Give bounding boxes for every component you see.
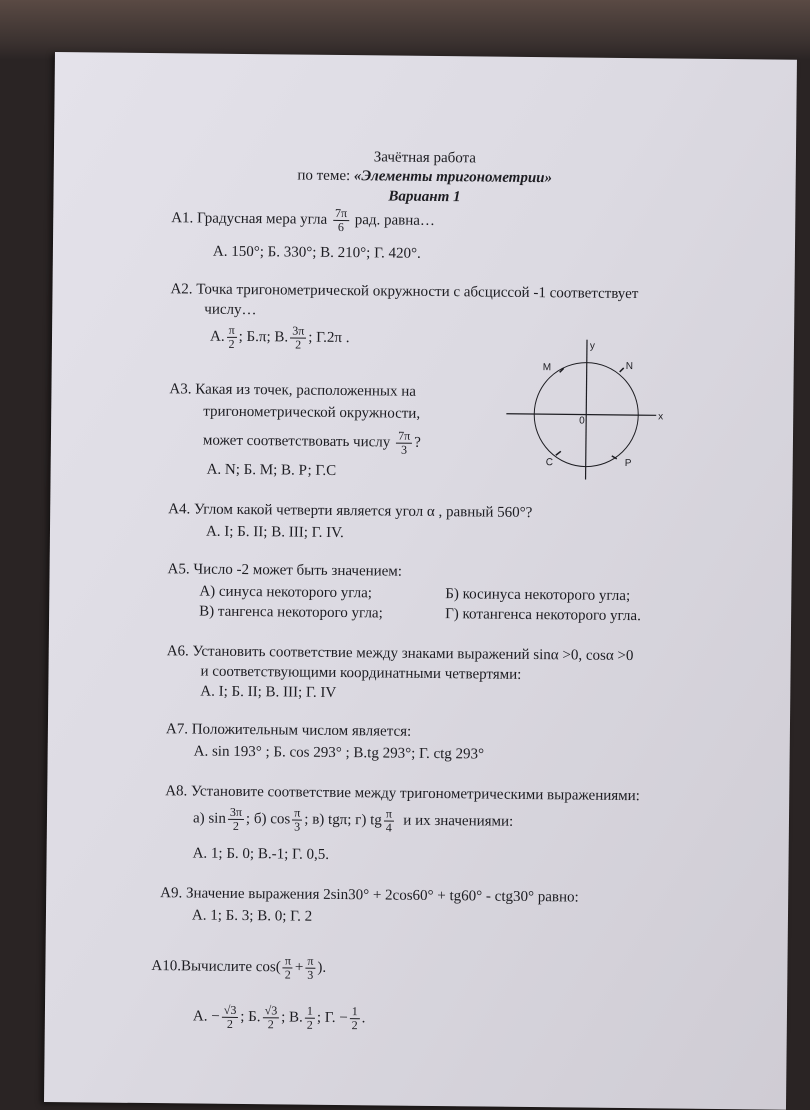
topic-prefix: по теме: bbox=[297, 167, 355, 185]
q10-plus: + bbox=[294, 959, 304, 976]
question-a5: А5. Число -2 может быть значением: bbox=[167, 561, 403, 580]
question-a6-line2: и соответствующими координатными четвертями: bbox=[200, 663, 522, 683]
q10-frac-c bbox=[305, 1005, 315, 1032]
q10-frac-1-den: 2 bbox=[284, 967, 291, 982]
q8-a: а) sin bbox=[192, 810, 226, 827]
q8-tail: и их значениями: bbox=[403, 812, 514, 830]
q1-label: А1. Градусная мера угла bbox=[171, 210, 328, 228]
q10-frac-b bbox=[262, 1004, 279, 1031]
q1-num: 7π bbox=[333, 207, 349, 221]
q2-opt-b: ; Б.π; В. bbox=[238, 328, 289, 346]
q10-close: ). bbox=[317, 959, 327, 976]
topic-name: «Элементы тригонометрии» bbox=[353, 168, 553, 187]
q10-frac-d-den: 2 bbox=[351, 1018, 358, 1033]
q1-suffix: рад. равна… bbox=[354, 212, 436, 229]
q2-opt-a: А. bbox=[209, 328, 225, 345]
q5-option-d: Г) котангенса некоторого угла. bbox=[445, 606, 641, 625]
q10-frac-2-num: π bbox=[305, 955, 315, 969]
q10-frac-b-num: √3 bbox=[263, 1004, 280, 1018]
q10-frac-b-den: 2 bbox=[267, 1017, 274, 1032]
point-p-label: P bbox=[624, 457, 632, 470]
q3-den: 3 bbox=[400, 442, 408, 457]
question-a3-line1: А3. Какая из точек, расположенных на bbox=[169, 381, 417, 400]
question-a3-line2: тригонометрической окружности, bbox=[203, 403, 421, 422]
question-a4: А4. Углом какой четверти является угол α , равный 560°? bbox=[168, 501, 533, 522]
q8-frac-d-num: π bbox=[384, 807, 394, 821]
question-a1 bbox=[171, 205, 435, 235]
q10-frac-a-num: √3 bbox=[222, 1004, 239, 1018]
q4-options: А. I; Б. II; В. III; Г. IV. bbox=[205, 523, 344, 542]
q10-c: ; В. bbox=[281, 1009, 303, 1026]
q10-a: А. − bbox=[192, 1008, 220, 1025]
q10-frac-d-num: 1 bbox=[350, 1005, 360, 1019]
q7-options: А. sin 193° ; Б. cos 293° ; В.tg 293°; Г. ctg 293° bbox=[193, 743, 485, 763]
q8-frac-a bbox=[228, 806, 244, 833]
q10-frac-1 bbox=[283, 954, 293, 981]
q5-option-c: В) тангенса некоторого угла; bbox=[199, 603, 383, 622]
point-n-mark bbox=[620, 368, 624, 372]
y-axis-label: y bbox=[589, 340, 596, 352]
q10-frac-1-num: π bbox=[283, 954, 293, 968]
q8-frac-b-num: π bbox=[292, 807, 302, 821]
test-document bbox=[44, 52, 797, 1110]
origin-label: 0 bbox=[579, 415, 585, 427]
q3-line3-text: может соответствовать числу bbox=[202, 432, 391, 451]
q2-frac-a-num: π bbox=[227, 324, 237, 338]
question-a2-line2: числу… bbox=[204, 301, 257, 319]
point-c-mark bbox=[556, 451, 561, 455]
doc-title: Зачётная работа bbox=[373, 149, 477, 167]
q9-options: А. 1; Б. 3; В. 0; Г. 2 bbox=[191, 907, 313, 925]
q10-frac-2-den: 3 bbox=[307, 967, 314, 982]
q8-c: ; в) tgπ; г) tg bbox=[304, 811, 382, 829]
q3-fraction bbox=[396, 430, 412, 457]
q10-frac-c-den: 2 bbox=[306, 1017, 313, 1032]
q2-frac-c-num: 3π bbox=[290, 324, 306, 338]
question-a8: А8. Установите соответствие между тригонометрическими выражениями: bbox=[165, 783, 640, 805]
question-a7: А7. Положительным числом является: bbox=[165, 721, 412, 740]
paper-sheet bbox=[44, 52, 797, 1110]
q2-frac-a-den: 2 bbox=[228, 336, 235, 351]
q10-frac-c-num: 1 bbox=[305, 1005, 315, 1019]
q8-frac-a-num: 3π bbox=[228, 806, 244, 820]
q2-opt-end: ; Г.2π . bbox=[308, 329, 350, 347]
q10-frac-2 bbox=[305, 955, 315, 982]
point-c-label: C bbox=[545, 457, 554, 469]
q8-expressions bbox=[193, 805, 514, 835]
q10-frac-a bbox=[222, 1004, 239, 1031]
q8-frac-a-den: 2 bbox=[232, 818, 239, 833]
q1-den: 6 bbox=[337, 219, 344, 235]
q2-frac-c-den: 2 bbox=[295, 337, 302, 352]
question-a3-line3 bbox=[203, 428, 421, 457]
question-a6-line1: А6. Установить соответствие между знаками выражений sinα >0, cosα >0 bbox=[166, 643, 634, 665]
q1-options: А. 150°; Б. 330°; В. 210°; Г. 420°. bbox=[212, 243, 421, 262]
q8-b: ; б) cos bbox=[245, 810, 291, 828]
q1-fraction bbox=[333, 207, 349, 234]
unit-circle-diagram bbox=[506, 339, 677, 481]
q10-options bbox=[193, 1003, 366, 1032]
q8-options: А. 1; Б. 0; В.-1; Г. 0,5. bbox=[192, 845, 330, 863]
point-m-label: M bbox=[542, 362, 552, 374]
q8-frac-b bbox=[292, 807, 302, 834]
q5-option-a: А) синуса некоторого угла; bbox=[199, 583, 373, 602]
q2-options bbox=[210, 324, 350, 352]
table-background bbox=[0, 0, 810, 60]
q8-frac-b-den: 3 bbox=[294, 819, 301, 834]
q5-option-b: Б) косинуса некоторого угла; bbox=[445, 586, 631, 605]
q10-b: ; Б. bbox=[240, 1008, 261, 1026]
q2-frac-a bbox=[226, 324, 236, 351]
q10-frac-a-den: 2 bbox=[226, 1016, 233, 1031]
x-axis-label: x bbox=[658, 411, 664, 423]
q3-suffix: ? bbox=[414, 434, 421, 451]
q10-end: . bbox=[361, 1010, 366, 1027]
point-n-label: N bbox=[625, 360, 634, 373]
q10-frac-d bbox=[350, 1005, 360, 1032]
q10-d: ; Г. − bbox=[316, 1009, 348, 1027]
q3-options: А. N; Б. М; В. Р; Г.С bbox=[206, 461, 337, 479]
question-a10 bbox=[151, 953, 326, 982]
q3-num: 7π bbox=[396, 430, 412, 444]
y-axis bbox=[586, 340, 587, 480]
question-a9: А9. Значение выражения 2sin30° + 2cos60° + tg60° - ctg30° равно: bbox=[160, 885, 579, 906]
question-a2-line1: А2. Точка тригонометрической окружности с абсциссой -1 соответствует bbox=[170, 281, 639, 303]
q8-frac-d-den: 4 bbox=[385, 820, 392, 835]
q10-label: А10.Вычислите cos( bbox=[151, 957, 281, 976]
q8-frac-d bbox=[384, 807, 394, 834]
doc-variant: Вариант 1 bbox=[388, 188, 461, 206]
q2-frac-c bbox=[290, 324, 306, 351]
q6-options: А. I; Б. II; В. III; Г. IV bbox=[200, 683, 337, 701]
